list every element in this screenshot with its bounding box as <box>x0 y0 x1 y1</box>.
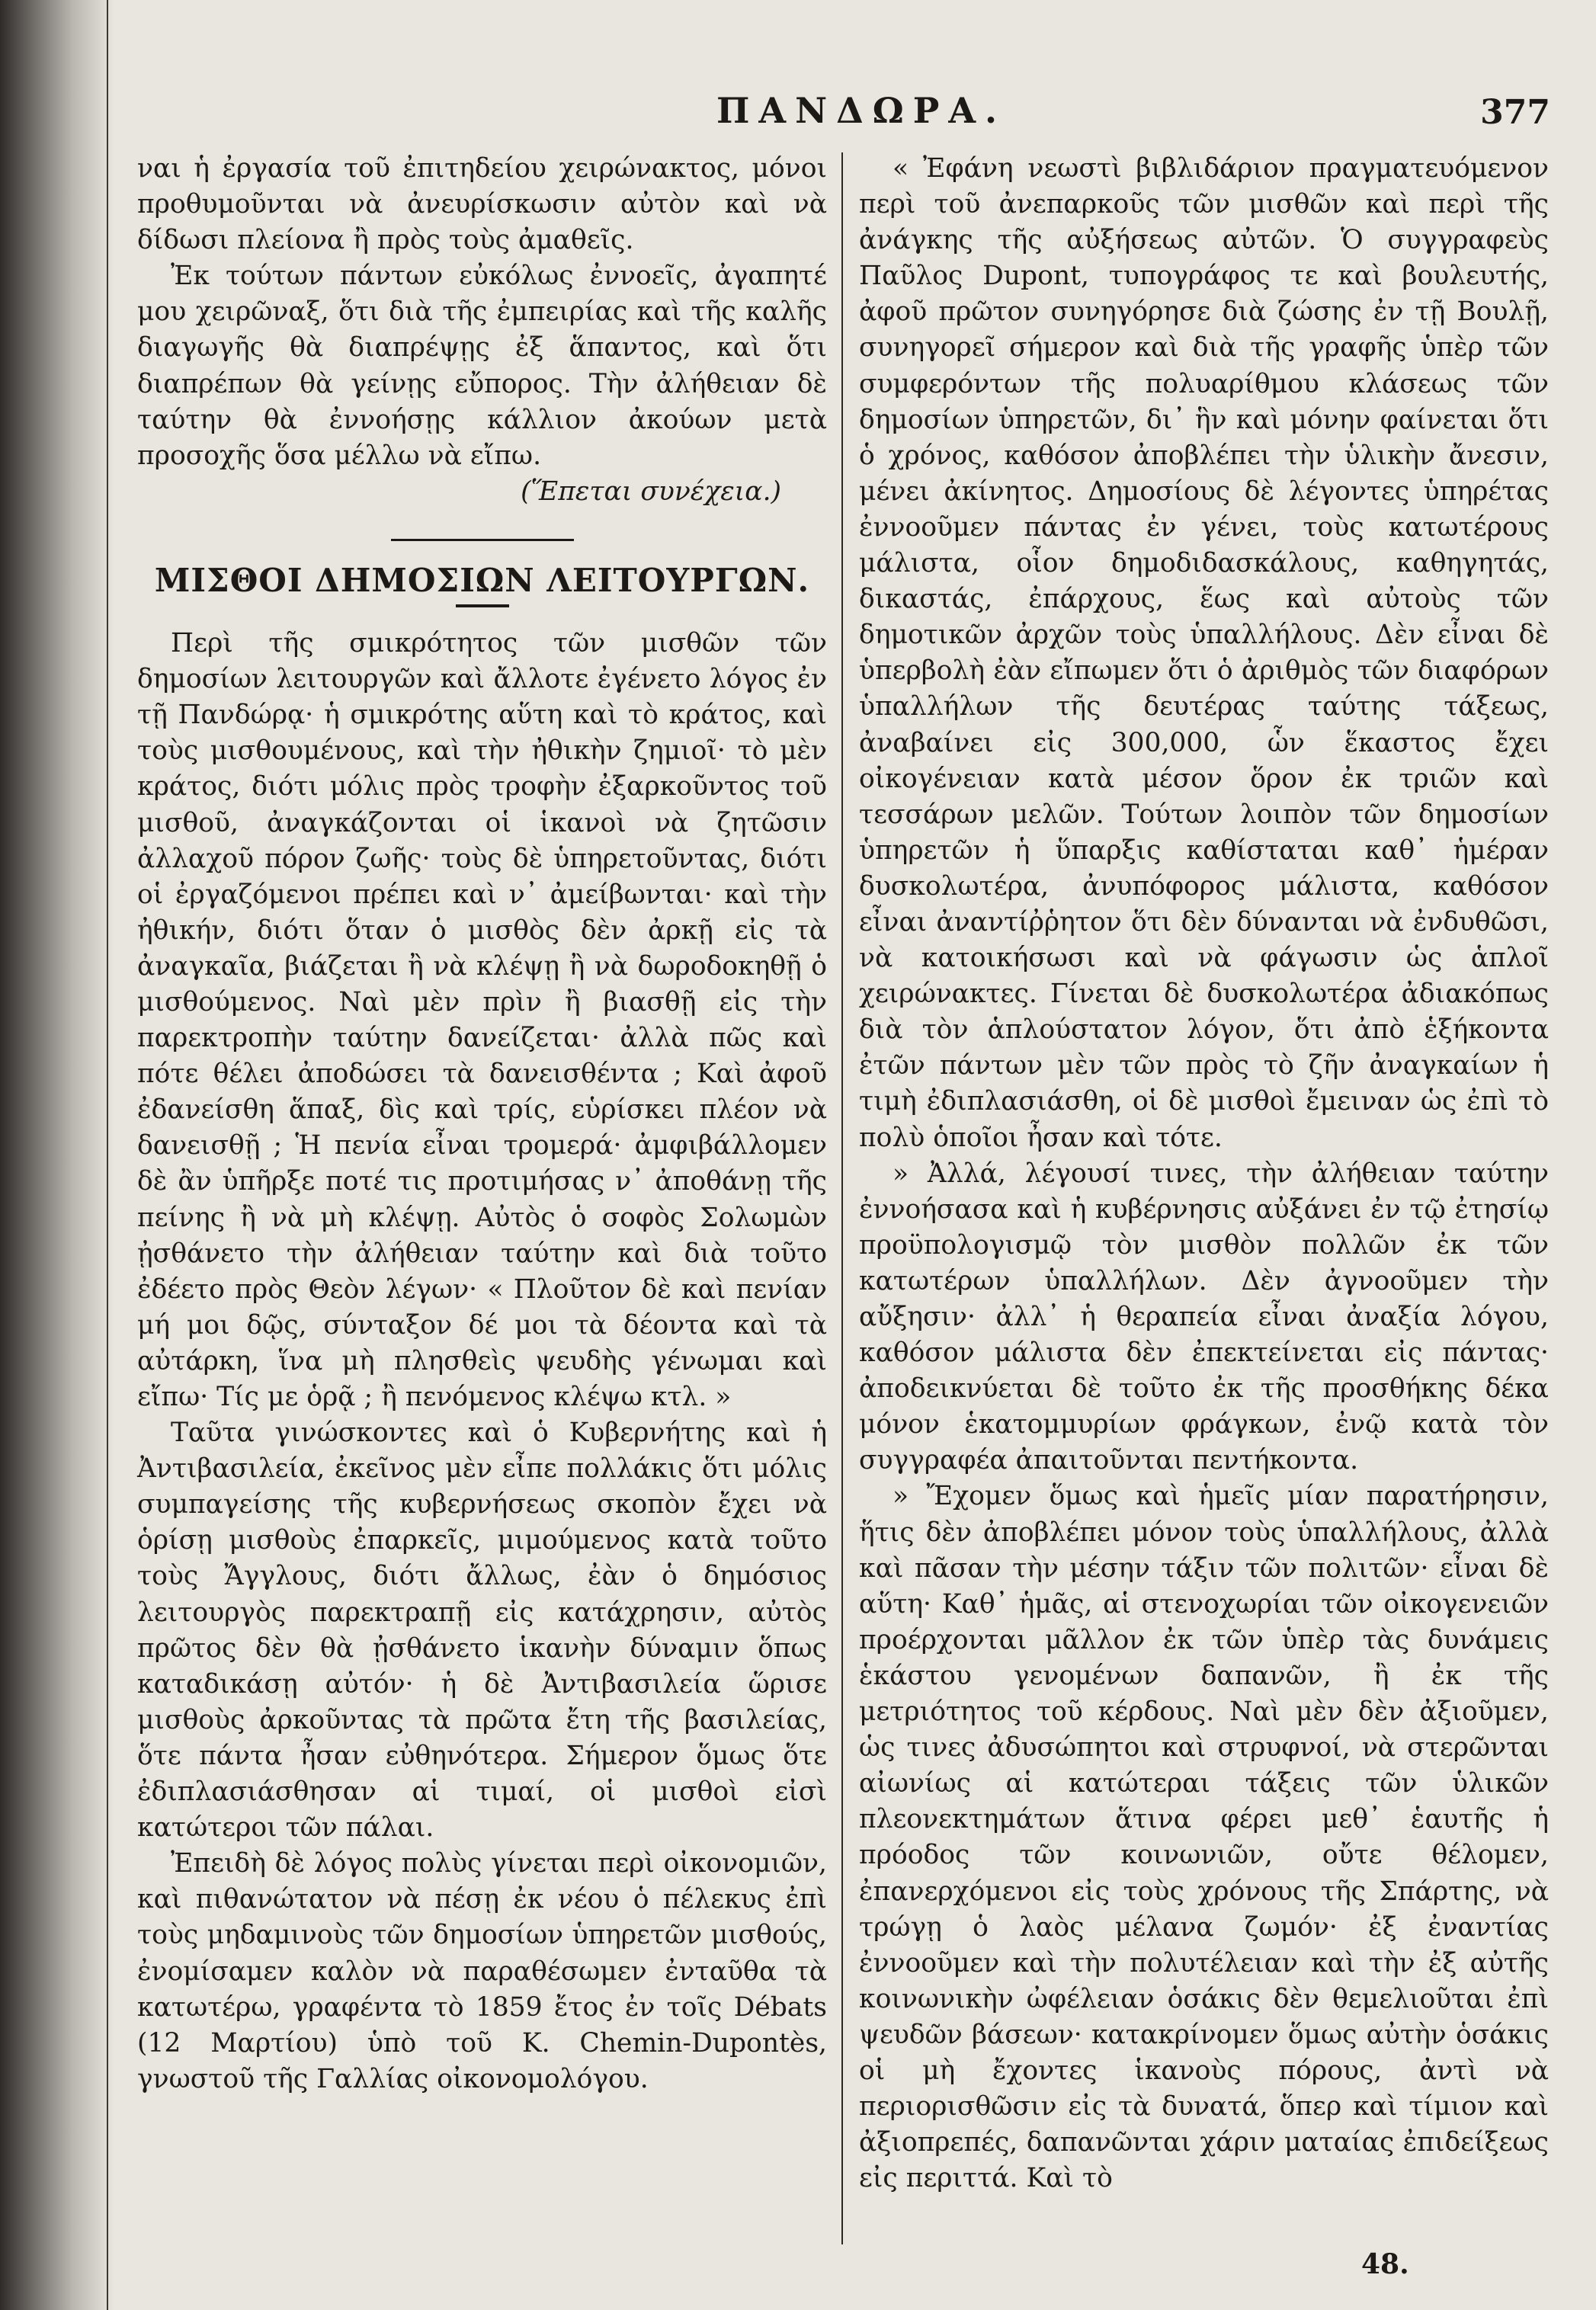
paragraph: Ἐπειδὴ δὲ λόγος πολὺς γίνεται περὶ οἰκονομιῶν, καὶ πιθανώτατον νὰ πέσῃ ἐκ νέου ὁ πέλεκυς ἐπὶ τοὺς μηδαμινοὺς τῶν δημοσίων ὑπηρετῶν μισθούς, ἐνομίσαμεν καλὸν νὰ παραθέσωμεν ἐνταῦθα τὰ κατωτέρω, γραφέντα τὸ 1859 ἔτος ἐν τοῖς Débats (12 Μαρτίου) ὑπὸ τοῦ K. Chemin-Dupontès, γνωστοῦ τῆς Γαλλίας οἰκονομολόγου. <box>137 1848 827 2094</box>
paragraph: ναι ἡ ἐργασία τοῦ ἐπιτηδείου χειρώνακτος, μόνοι προθυμοῦνται νὰ ἀνευρίσκωσιν αὐτὸν καὶ νὰ δίδωσι πλείονα ἢ πρὸς τοὺς ἀμαθεῖς. <box>137 153 827 256</box>
binding-edge-line <box>107 0 108 2310</box>
paragraph: » Ἔχομεν ὅμως καὶ ἡμεῖς μίαν παρατήρησιν, ἥτις δὲν ἀποβλέπει μόνον τοὺς ὑπαλλήλους, ἀλλὰ καὶ πᾶσαν τὴν μέσην τάξιν τῶν πολιτῶν· εἶναι δὲ αὕτη· Καθ᾽ ἡμᾶς, αἱ στενοχωρίαι τῶν οἰκογενειῶν προέρχονται μᾶλλον ἐκ τῶν ὑπὲρ τὰς δυνάμεις ἑκάστου γενομένων δαπανῶν, ἢ ἐκ τῆς μετριότητος τοῦ κέρδους. Ναὶ μὲν δὲν ἀξιοῦμεν, ὡς τινες ἀδυσώπητοι καὶ στρυφνοί, νὰ στερῶνται αἰωνίως αἱ κατώτεραι τάξεις τῶν ὑλικῶν πλεονεκτημάτων ἅτινα φέρει μεθ᾽ ἑαυτῆς ἡ πρόοδος τῶν κοινωνιῶν, οὔτε θέλομεν, ἐπανερχόμενοι εἰς τοὺς χρόνους τῆς Σπάρτης, νὰ τρώγῃ ὁ λαὸς μέλανα ζωμόν· ἐξ ἐναντίας ἐννοοῦμεν καὶ τὴν πολυτέλειαν καὶ τὴν ἐξ αὐτῆς κοινωνικὴν ὠφέλειαν ὁσάκις δὲν θεμελιοῦται ἐπὶ ψευδῶν βάσεων· κατακρίνομεν ὅμως αὐτὴν ὁσάκις οἱ μὴ ἔχοντες ἱκανοὺς πόρους, ἀντὶ νὰ περιορισθῶσιν εἰς τὰ δυνατά, ὅπερ καὶ τίμιον καὶ ἀξιοπρεπές, δαπανῶνται χάριν ματαίας ἐπιδείξεως εἰς περιττά. Καὶ τὸ <box>859 1481 1549 2194</box>
right-column <box>859 151 1549 2196</box>
paragraph: Ταῦτα γινώσκοντες καὶ ὁ Κυβερνήτης καὶ ἡ Ἀντιβασιλεία, ἐκεῖνος μὲν εἶπε πολλάκις ὅτι μόλις συμπαγείσης τῆς κυβερνήσεως σκοπὸν ἔχει νὰ ὁρίσῃ μισθοὺς ἐπαρκεῖς, μιμούμενος κατὰ τοῦτο τοὺς Ἄγγλους, διότι ἄλλως, ἐὰν ὁ δημόσιος λειτουργὸς παρεκτραπῇ εἰς κατάχρησιν, αὐτὸς πρῶτος δὲν θὰ ᾐσθάνετο ἱκανὴν δύναμιν ὅπως καταδικάσῃ αὐτόν· ἡ δὲ Ἀντιβασιλεία ὥρισε μισθοὺς ἀρκοῦντας τὰ πρῶτα ἔτη τῆς βασιλείας, ὅτε πάντα ἦσαν εὐθηνότερα. Σήμερον ὅμως ὅτε ἐδιπλασιάσθησαν αἱ τιμαί, οἱ μισθοὶ εἰσὶ κατώτεροι τῶν πάλαι. <box>137 1418 827 1844</box>
page-number: 377 <box>1480 93 1550 132</box>
title-rule <box>456 604 509 607</box>
signature-mark: 48. <box>1361 2248 1409 2280</box>
section-title: ΜΙΣΘΟΙ ΔΗΜΟΣΙΩΝ ΛΕΙΤΟΥΡΓΩΝ. <box>154 561 810 599</box>
section-divider <box>391 539 574 541</box>
paragraph: Περὶ τῆς σμικρότητος τῶν μισθῶν τῶν δημοσίων λειτουργῶν καὶ ἄλλοτε ἐγένετο λόγος ἐν τῇ Πανδώρᾳ· ἡ σμικρότης αὕτη καὶ τὸ κράτος, καὶ τοὺς μισθουμένους, καὶ τὴν ἠθικὴν ζημιοῖ· τὸ μὲν κράτος, διότι μόλις πρὸς τροφὴν ἐξαρκοῦντος τοῦ μισθοῦ, ἀναγκάζονται οἱ ἱκανοὶ νὰ ζητῶσιν ἀλλαχοῦ πόρον ζωῆς· τοὺς δὲ ὑπηρετοῦντας, διότι οἱ ἐργαζόμενοι πρέπει καὶ ν᾽ ἀμείβωνται· καὶ τὴν ἠθικήν, διότι ὅταν ὁ μισθὸς δὲν ἀρκῇ εἰς τὰ ἀναγκαῖα, βιάζεται ἢ νὰ κλέψῃ ἢ νὰ δωροδοκηθῇ ὁ μισθούμενος. Ναὶ μὲν πρὶν ἢ βιασθῇ εἰς τὴν παρεκτροπὴν ταύτην δανείζεται· ἀλλὰ πῶς καὶ πότε θέλει ἀποδώσει τὰ δανεισθέντα ; Καὶ ἀφοῦ ἐδανείσθη ἅπαξ, δὶς καὶ τρίς, εὑρίσκει πλέον νὰ δανεισθῇ ; Ἡ πενία εἶναι τρομερά· ἀμφιβάλλομεν δὲ ἂν ὑπῆρξε ποτέ τις προτιμήσας ν᾽ ἀποθάνῃ τῆς πείνης ἢ νὰ μὴ κλέψῃ. Αὐτὸς ὁ σοφὸς Σολωμὼν ᾐσθάνετο τὴν ἀλήθειαν ταύτην καὶ διὰ τοῦτο ἐδέετο πρὸς Θεὸν λέγων· « Πλοῦτον δὲ καὶ πενίαν μή μοι δῷς, σύνταξον δέ μοι τὰ δέοντα καὶ τὰ αὐτάρκη, ἵνα μὴ πλησθεὶς ψευδὴς γένωμαι καὶ εἴπω· Τίς με ὁρᾷ ; ἢ πενόμενος κλέψω κτλ. » <box>137 628 827 1412</box>
page-binding-shadow <box>0 0 114 2310</box>
paragraph: Ἐκ τούτων πάντων εὐκόλως ἐννοεῖς, ἀγαπητέ μου χειρῶναξ, ὅτι διὰ τῆς ἐμπειρίας καὶ τῆς καλῆς διαγωγῆς θὰ διαπρέψῃς ἐξ ἅπαντος, καὶ ὅτι διαπρέπων θὰ γείνῃς εὔπορος. Τὴν ἀλήθειαν δὲ ταύτην θὰ ἐννοήσῃς κάλλιον ἀκούων μετὰ προσοχῆς ὅσα μέλλω νὰ εἴπω. <box>137 261 827 471</box>
left-column <box>137 151 827 2097</box>
column-divider <box>841 152 843 2244</box>
running-title: ΠΑΝΔΩΡΑ. <box>716 90 1007 131</box>
continuation-note: (Ἕπεται συνέχεια.) <box>521 476 781 507</box>
paragraph: » Ἀλλά, λέγουσί τινες, τὴν ἀλήθειαν ταύτην ἐννοήσασα καὶ ἡ κυβέρνησις αὐξάνει ἐν τῷ ἐτησίῳ προϋπολογισμῷ τὸν μισθὸν πολλῶν ἐκ τῶν κατωτέρων ὑπαλλήλων. Δὲν ἀγνοοῦμεν τὴν αὔξησιν· ἀλλ᾽ ἡ θεραπεία εἶναι ἀναξία λόγου, καθόσον μάλιστα δὲν ἐπεκτείνεται εἰς πάντας· ἀποδεικνύεται δὲ τοῦτο ἐκ τῆς προσθήκης δέκα μόνον ἑκατομμυρίων φράγκων, ἐνῷ κατὰ τὸν συγγραφέα ἀπαιτοῦνται πεντήκοντα. <box>859 1158 1549 1476</box>
paragraph: « Ἐφάνη νεωστὶ βιβλιδάριον πραγματευόμενον περὶ τοῦ ἀνεπαρκοῦς τῶν μισθῶν καὶ περὶ τῆς ἀνάγκης τῆς αὐξήσεως αὐτῶν. Ὁ συγγραφεὺς Παῦλος Dupont, τυπογράφος τε καὶ βουλευτής, ἀφοῦ πρῶτον συνηγόρησε διὰ ζώσης ἐν τῇ Βουλῇ, συνηγορεῖ σήμερον καὶ διὰ τῆς γραφῆς ὑπὲρ τῶν συμφερόντων τῆς πολυαρίθμου κλάσεως τῶν δημοσίων ὑπηρετῶν, δι᾽ ἣν καὶ μόνην φαίνεται ὅτι ὁ χρόνος, καθόσον ἀποβλέπει τὴν ὑλικὴν ἄνεσιν, μένει ἀκίνητος. Δημοσίους δὲ λέγοντες ὑπηρέτας ἐννοοῦμεν πάντας ἐν γένει, τοὺς κατωτέρους μάλιστα, οἷον δημοδιδασκάλους, καθηγητάς, δικαστάς, ἐπάρχους, ἕως καὶ αὐτοὺς τῶν δημοτικῶν ἀρχῶν τοὺς ὑπαλλήλους. Δὲν εἶναι δὲ ὑπερβολὴ ἐὰν εἴπωμεν ὅτι ὁ ἀριθμὸς τῶν διαφόρων ὑπαλλήλων τῆς δευτέρας ταύτης τάξεως, ἀναβαίνει εἰς 300,000, ὧν ἕκαστος ἔχει οἰκογένειαν κατὰ μέσον ὅρον ἐκ τριῶν καὶ τεσσάρων μελῶν. Τούτων λοιπὸν τῶν δημοσίων ὑπηρετῶν ἡ ὕπαρξις καθίσταται καθ᾽ ἡμέραν δυσκολωτέρα, ἀνυπόφορος μάλιστα, καθόσον εἶναι ἀναντίῤῥητον ὅτι δὲν δύνανται νὰ ἐνδυθῶσι, νὰ κατοικήσωσι καὶ νὰ φάγωσιν ὡς ἁπλοῖ χειρώνακτες. Γίνεται δὲ δυσκολωτέρα ἀδιακόπως διὰ τὸν ἁπλούστατον λόγον, ὅτι ἀπὸ ἑξήκοντα ἐτῶν πάντων μὲν τῶν πρὸς τὸ ζῆν ἀναγκαίων ἡ τιμὴ ἐδιπλασιάσθη, οἱ δὲ μισθοὶ ἔμειναν ὡς ἐπὶ τὸ πολὺ ὁποῖοι ἦσαν καὶ τότε. <box>859 153 1549 1153</box>
